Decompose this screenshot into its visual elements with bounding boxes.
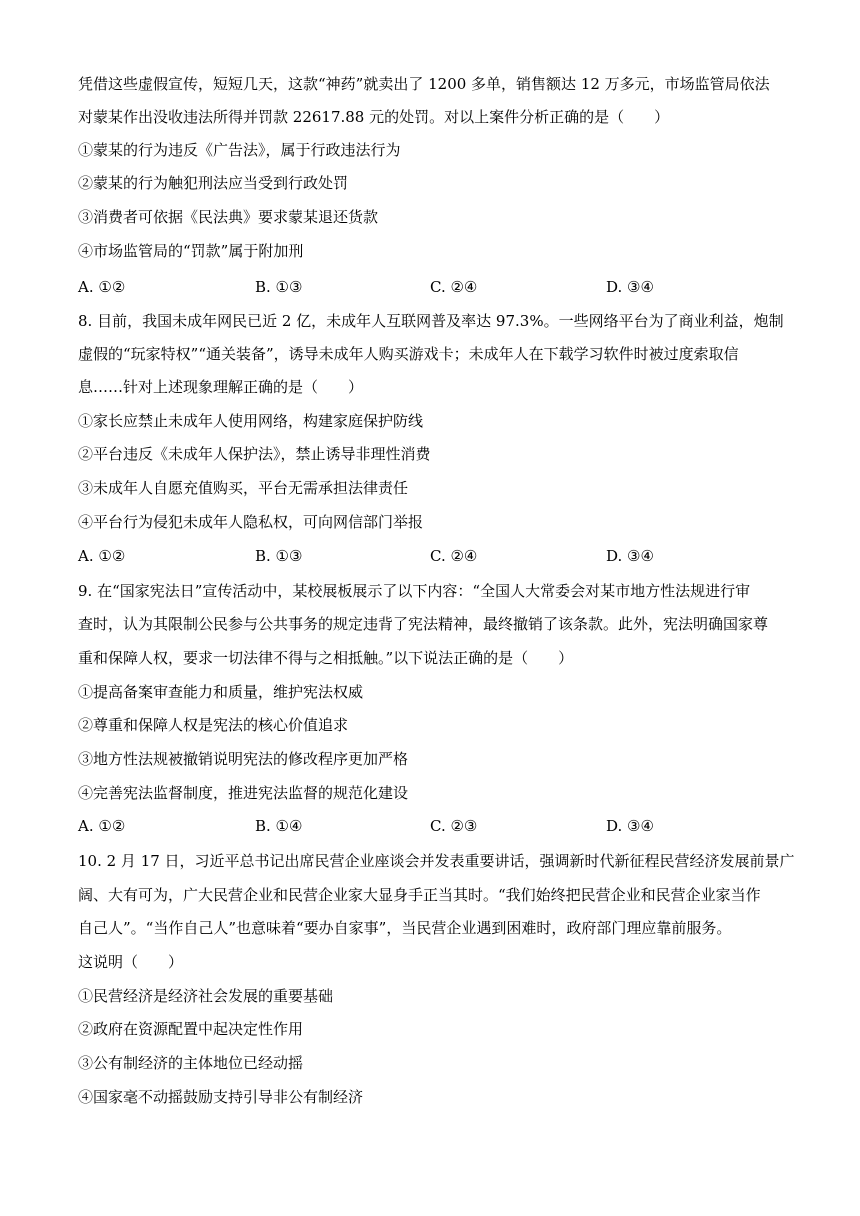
q10-statement-2: ②政府在资源配置中起决定性作用	[78, 1020, 304, 1038]
q8-stem-line-3: 息……针对上述现象理解正确的是（ ）	[78, 378, 364, 396]
q7-stem-line-2: 对蒙某作出没收违法所得并罚款 22617.88 元的处罚。对以上案件分析正确的是（ ）	[78, 108, 670, 126]
q9-statement-2: ②尊重和保障人权是宪法的核心价值追求	[78, 716, 349, 734]
q10-statement-3: ③公有制经济的主体地位已经动摇	[78, 1054, 304, 1072]
q9-option-d: D. ③④	[606, 817, 654, 835]
q7-option-d: D. ③④	[606, 278, 654, 296]
q9-statement-3: ③地方性法规被撤销说明宪法的修改程序更加严格	[78, 750, 409, 768]
q8-stem-line-1: 8. 目前，我国未成年网民已近 2 亿，未成年人互联网普及率达 97.3%。一些网络平台为了商业利益，炮制	[78, 312, 784, 330]
q10-stem-line-2: 阔、大有可为，广大民营企业和民营企业家大显身手正当其时。“我们始终把民营企业和民营企业家当作	[78, 886, 761, 904]
q9-statement-4: ④完善宪法监督制度，推进宪法监督的规范化建设	[78, 784, 409, 802]
q7-statement-4: ④市场监管局的“罚款”属于附加刑	[78, 242, 304, 260]
q9-stem-line-3: 重和保障人权，要求一切法律不得与之相抵触。”以下说法正确的是（ ）	[78, 649, 574, 667]
q7-option-a: A. ①②	[78, 278, 126, 296]
q8-statement-4: ④平台行为侵犯未成年人隐私权，可向网信部门举报	[78, 513, 424, 531]
q8-statement-2: ②平台违反《未成年人保护法》，禁止诱导非理性消费	[78, 445, 431, 463]
q8-option-c: C. ②④	[430, 547, 478, 565]
q9-statement-1: ①提高备案审查能力和质量，维护宪法权威	[78, 683, 364, 701]
q7-stem-line-1: 凭借这些虚假宣传，短短几天，这款“神药”就卖出了 1200 多单，销售额达 12 万多元，市场监管局依法	[78, 75, 770, 93]
q9-stem-line-1: 9. 在“国家宪法日”宣传活动中，某校展板展示了以下内容：“全国人大常委会对某市地方性法规进行审	[78, 582, 751, 600]
q7-option-c: C. ②④	[430, 278, 478, 296]
q8-option-a: A. ①②	[78, 547, 126, 565]
q9-option-c: C. ②③	[430, 817, 478, 835]
q7-statement-3: ③消费者可依据《民法典》要求蒙某退还货款	[78, 208, 379, 226]
q7-statement-2: ②蒙某的行为触犯刑法应当受到行政处罚	[78, 174, 349, 192]
q8-stem-line-2: 虚假的“玩家特权”“通关装备”，诱导未成年人购买游戏卡；未成年人在下载学习软件时被过度索取信	[78, 345, 739, 363]
q9-option-a: A. ①②	[78, 817, 126, 835]
q10-statement-4: ④国家毫不动摇鼓励支持引导非公有制经济	[78, 1088, 364, 1106]
q9-option-b: B. ①④	[255, 817, 303, 835]
q10-stem-line-4: 这说明（ ）	[78, 953, 184, 971]
q8-statement-1: ①家长应禁止未成年人使用网络，构建家庭保护防线	[78, 412, 424, 430]
q9-stem-line-2: 查时，认为其限制公民参与公共事务的规定违背了宪法精神，最终撤销了该条款。此外，宪法明确国家尊	[78, 615, 769, 633]
q10-statement-1: ①民营经济是经济社会发展的重要基础	[78, 987, 334, 1005]
q8-option-b: B. ①③	[255, 547, 303, 565]
q8-statement-3: ③未成年人自愿充值购买，平台无需承担法律责任	[78, 479, 409, 497]
q7-statement-1: ①蒙某的行为违反《广告法》，属于行政违法行为	[78, 141, 401, 159]
q7-option-b: B. ①③	[255, 278, 303, 296]
q10-stem-line-1: 10. 2 月 17 日，习近平总书记出席民营企业座谈会并发表重要讲话，强调新时代新征程民营经济发展前景广	[78, 852, 795, 870]
q10-stem-line-3: 自己人”。“当作自己人”也意味着“要办自家事”，当民营企业遇到困难时，政府部门理应靠前服务。	[78, 919, 732, 937]
q8-option-d: D. ③④	[606, 547, 654, 565]
